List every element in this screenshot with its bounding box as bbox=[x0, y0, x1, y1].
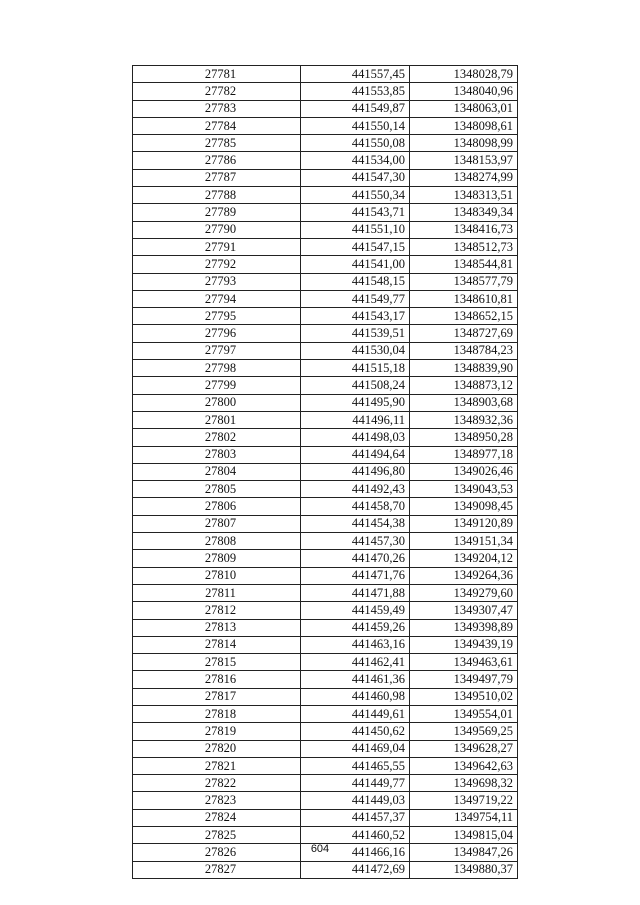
table-row bbox=[133, 290, 518, 307]
x-coordinate-cell: 441543,71 bbox=[301, 204, 410, 221]
x-coordinate-cell: 441462,41 bbox=[301, 654, 410, 671]
point-number-cell: 27818 bbox=[133, 705, 301, 722]
y-coordinate-cell: 1348610,81 bbox=[410, 290, 518, 307]
table-body bbox=[133, 66, 518, 879]
y-coordinate-cell: 1349463,61 bbox=[410, 654, 518, 671]
point-number-cell: 27781 bbox=[133, 66, 301, 83]
y-coordinate-cell: 1349719,22 bbox=[410, 792, 518, 809]
table-row bbox=[133, 498, 518, 515]
table-row bbox=[133, 636, 518, 653]
y-coordinate-cell: 1348784,23 bbox=[410, 342, 518, 359]
x-coordinate-cell: 441550,14 bbox=[301, 117, 410, 134]
y-coordinate-cell: 1349497,79 bbox=[410, 671, 518, 688]
point-number-cell: 27790 bbox=[133, 221, 301, 238]
x-coordinate-cell: 441461,36 bbox=[301, 671, 410, 688]
table-row bbox=[133, 308, 518, 325]
table-row bbox=[133, 83, 518, 100]
point-number-cell: 27804 bbox=[133, 463, 301, 480]
point-number-cell: 27823 bbox=[133, 792, 301, 809]
table-row bbox=[133, 533, 518, 550]
x-coordinate-cell: 441465,55 bbox=[301, 757, 410, 774]
point-number-cell: 27825 bbox=[133, 827, 301, 844]
y-coordinate-cell: 1348274,99 bbox=[410, 169, 518, 186]
y-coordinate-cell: 1348063,01 bbox=[410, 100, 518, 117]
table-row bbox=[133, 429, 518, 446]
x-coordinate-cell: 441541,00 bbox=[301, 256, 410, 273]
x-coordinate-cell: 441498,03 bbox=[301, 429, 410, 446]
x-coordinate-cell: 441557,45 bbox=[301, 66, 410, 83]
point-number-cell: 27797 bbox=[133, 342, 301, 359]
point-number-cell: 27805 bbox=[133, 481, 301, 498]
table-row bbox=[133, 619, 518, 636]
x-coordinate-cell: 441551,10 bbox=[301, 221, 410, 238]
point-number-cell: 27817 bbox=[133, 688, 301, 705]
point-number-cell: 27802 bbox=[133, 429, 301, 446]
y-coordinate-cell: 1349439,19 bbox=[410, 636, 518, 653]
point-number-cell: 27827 bbox=[133, 861, 301, 878]
point-number-cell: 27793 bbox=[133, 273, 301, 290]
y-coordinate-cell: 1348932,36 bbox=[410, 411, 518, 428]
coordinates-table bbox=[132, 65, 518, 879]
x-coordinate-cell: 441454,38 bbox=[301, 515, 410, 532]
y-coordinate-cell: 1348839,90 bbox=[410, 360, 518, 377]
table-row bbox=[133, 238, 518, 255]
point-number-cell: 27807 bbox=[133, 515, 301, 532]
x-coordinate-cell: 441508,24 bbox=[301, 377, 410, 394]
point-number-cell: 27808 bbox=[133, 533, 301, 550]
point-number-cell: 27783 bbox=[133, 100, 301, 117]
y-coordinate-cell: 1348153,97 bbox=[410, 152, 518, 169]
table-row bbox=[133, 325, 518, 342]
x-coordinate-cell: 441450,62 bbox=[301, 723, 410, 740]
x-coordinate-cell: 441458,70 bbox=[301, 498, 410, 515]
x-coordinate-cell: 441471,76 bbox=[301, 567, 410, 584]
table-row bbox=[133, 273, 518, 290]
x-coordinate-cell: 441460,52 bbox=[301, 827, 410, 844]
y-coordinate-cell: 1349264,36 bbox=[410, 567, 518, 584]
point-number-cell: 27819 bbox=[133, 723, 301, 740]
table-row bbox=[133, 602, 518, 619]
table-row bbox=[133, 809, 518, 826]
table-row bbox=[133, 66, 518, 83]
x-coordinate-cell: 441466,16 bbox=[301, 844, 410, 861]
point-number-cell: 27785 bbox=[133, 135, 301, 152]
x-coordinate-cell: 441460,98 bbox=[301, 688, 410, 705]
x-coordinate-cell: 441449,61 bbox=[301, 705, 410, 722]
point-number-cell: 27814 bbox=[133, 636, 301, 653]
point-number-cell: 27803 bbox=[133, 446, 301, 463]
y-coordinate-cell: 1349628,27 bbox=[410, 740, 518, 757]
point-number-cell: 27786 bbox=[133, 152, 301, 169]
y-coordinate-cell: 1349642,63 bbox=[410, 757, 518, 774]
y-coordinate-cell: 1348512,73 bbox=[410, 238, 518, 255]
y-coordinate-cell: 1348349,34 bbox=[410, 204, 518, 221]
table-row bbox=[133, 567, 518, 584]
point-number-cell: 27787 bbox=[133, 169, 301, 186]
point-number-cell: 27816 bbox=[133, 671, 301, 688]
y-coordinate-cell: 1349026,46 bbox=[410, 463, 518, 480]
point-number-cell: 27792 bbox=[133, 256, 301, 273]
table-row bbox=[133, 463, 518, 480]
table-row bbox=[133, 169, 518, 186]
point-number-cell: 27820 bbox=[133, 740, 301, 757]
x-coordinate-cell: 441534,00 bbox=[301, 152, 410, 169]
x-coordinate-cell: 441472,69 bbox=[301, 861, 410, 878]
x-coordinate-cell: 441515,18 bbox=[301, 360, 410, 377]
table-row bbox=[133, 757, 518, 774]
y-coordinate-cell: 1349569,25 bbox=[410, 723, 518, 740]
x-coordinate-cell: 441548,15 bbox=[301, 273, 410, 290]
point-number-cell: 27784 bbox=[133, 117, 301, 134]
x-coordinate-cell: 441463,16 bbox=[301, 636, 410, 653]
y-coordinate-cell: 1348727,69 bbox=[410, 325, 518, 342]
y-coordinate-cell: 1348028,79 bbox=[410, 66, 518, 83]
point-number-cell: 27821 bbox=[133, 757, 301, 774]
table-row bbox=[133, 377, 518, 394]
point-number-cell: 27799 bbox=[133, 377, 301, 394]
point-number-cell: 27796 bbox=[133, 325, 301, 342]
x-coordinate-cell: 441539,51 bbox=[301, 325, 410, 342]
x-coordinate-cell: 441459,49 bbox=[301, 602, 410, 619]
y-coordinate-cell: 1349151,34 bbox=[410, 533, 518, 550]
x-coordinate-cell: 441495,90 bbox=[301, 394, 410, 411]
table-row bbox=[133, 152, 518, 169]
point-number-cell: 27824 bbox=[133, 809, 301, 826]
y-coordinate-cell: 1349698,32 bbox=[410, 775, 518, 792]
y-coordinate-cell: 1348313,51 bbox=[410, 187, 518, 204]
y-coordinate-cell: 1349398,89 bbox=[410, 619, 518, 636]
table-row bbox=[133, 775, 518, 792]
y-coordinate-cell: 1348577,79 bbox=[410, 273, 518, 290]
x-coordinate-cell: 441530,04 bbox=[301, 342, 410, 359]
point-number-cell: 27813 bbox=[133, 619, 301, 636]
y-coordinate-cell: 1348544,81 bbox=[410, 256, 518, 273]
x-coordinate-cell: 441459,26 bbox=[301, 619, 410, 636]
y-coordinate-cell: 1349510,02 bbox=[410, 688, 518, 705]
point-number-cell: 27809 bbox=[133, 550, 301, 567]
y-coordinate-cell: 1349815,04 bbox=[410, 827, 518, 844]
x-coordinate-cell: 441457,37 bbox=[301, 809, 410, 826]
y-coordinate-cell: 1349307,47 bbox=[410, 602, 518, 619]
table-row bbox=[133, 117, 518, 134]
y-coordinate-cell: 1348652,15 bbox=[410, 308, 518, 325]
x-coordinate-cell: 441553,85 bbox=[301, 83, 410, 100]
table-row bbox=[133, 654, 518, 671]
x-coordinate-cell: 441457,30 bbox=[301, 533, 410, 550]
y-coordinate-cell: 1349754,11 bbox=[410, 809, 518, 826]
y-coordinate-cell: 1348098,99 bbox=[410, 135, 518, 152]
point-number-cell: 27794 bbox=[133, 290, 301, 307]
point-number-cell: 27812 bbox=[133, 602, 301, 619]
table-row bbox=[133, 204, 518, 221]
y-coordinate-cell: 1349554,01 bbox=[410, 705, 518, 722]
table-row bbox=[133, 861, 518, 878]
x-coordinate-cell: 441449,03 bbox=[301, 792, 410, 809]
y-coordinate-cell: 1348950,28 bbox=[410, 429, 518, 446]
x-coordinate-cell: 441496,80 bbox=[301, 463, 410, 480]
table-row bbox=[133, 827, 518, 844]
table-row bbox=[133, 135, 518, 152]
point-number-cell: 27788 bbox=[133, 187, 301, 204]
point-number-cell: 27811 bbox=[133, 584, 301, 601]
point-number-cell: 27789 bbox=[133, 204, 301, 221]
point-number-cell: 27782 bbox=[133, 83, 301, 100]
x-coordinate-cell: 441449,77 bbox=[301, 775, 410, 792]
x-coordinate-cell: 441547,15 bbox=[301, 238, 410, 255]
y-coordinate-cell: 1348977,18 bbox=[410, 446, 518, 463]
point-number-cell: 27822 bbox=[133, 775, 301, 792]
point-number-cell: 27806 bbox=[133, 498, 301, 515]
x-coordinate-cell: 441543,17 bbox=[301, 308, 410, 325]
table-row bbox=[133, 342, 518, 359]
y-coordinate-cell: 1349279,60 bbox=[410, 584, 518, 601]
y-coordinate-cell: 1348416,73 bbox=[410, 221, 518, 238]
table-row bbox=[133, 187, 518, 204]
point-number-cell: 27795 bbox=[133, 308, 301, 325]
y-coordinate-cell: 1348903,68 bbox=[410, 394, 518, 411]
page-number: 604 bbox=[310, 843, 330, 855]
x-coordinate-cell: 441470,26 bbox=[301, 550, 410, 567]
table-row bbox=[133, 411, 518, 428]
x-coordinate-cell: 441471,88 bbox=[301, 584, 410, 601]
y-coordinate-cell: 1348098,61 bbox=[410, 117, 518, 134]
table-row bbox=[133, 360, 518, 377]
table-row bbox=[133, 671, 518, 688]
y-coordinate-cell: 1349880,37 bbox=[410, 861, 518, 878]
x-coordinate-cell: 441494,64 bbox=[301, 446, 410, 463]
y-coordinate-cell: 1348040,96 bbox=[410, 83, 518, 100]
y-coordinate-cell: 1349098,45 bbox=[410, 498, 518, 515]
point-number-cell: 27801 bbox=[133, 411, 301, 428]
table-row bbox=[133, 221, 518, 238]
x-coordinate-cell: 441547,30 bbox=[301, 169, 410, 186]
table-row bbox=[133, 792, 518, 809]
x-coordinate-cell: 441550,08 bbox=[301, 135, 410, 152]
x-coordinate-cell: 441492,43 bbox=[301, 481, 410, 498]
table-row bbox=[133, 515, 518, 532]
point-number-cell: 27810 bbox=[133, 567, 301, 584]
x-coordinate-cell: 441550,34 bbox=[301, 187, 410, 204]
point-number-cell: 27826 bbox=[133, 844, 301, 861]
table-row bbox=[133, 100, 518, 117]
table-row bbox=[133, 688, 518, 705]
point-number-cell: 27800 bbox=[133, 394, 301, 411]
point-number-cell: 27815 bbox=[133, 654, 301, 671]
x-coordinate-cell: 441469,04 bbox=[301, 740, 410, 757]
x-coordinate-cell: 441496,11 bbox=[301, 411, 410, 428]
table-row bbox=[133, 584, 518, 601]
table-row bbox=[133, 446, 518, 463]
table-row bbox=[133, 740, 518, 757]
table-row bbox=[133, 481, 518, 498]
table-row bbox=[133, 723, 518, 740]
y-coordinate-cell: 1349120,89 bbox=[410, 515, 518, 532]
point-number-cell: 27798 bbox=[133, 360, 301, 377]
point-number-cell: 27791 bbox=[133, 238, 301, 255]
table-row bbox=[133, 550, 518, 567]
y-coordinate-cell: 1349204,12 bbox=[410, 550, 518, 567]
y-coordinate-cell: 1348873,12 bbox=[410, 377, 518, 394]
x-coordinate-cell: 441549,77 bbox=[301, 290, 410, 307]
table-row bbox=[133, 256, 518, 273]
table-row bbox=[133, 394, 518, 411]
table-row bbox=[133, 705, 518, 722]
y-coordinate-cell: 1349043,53 bbox=[410, 481, 518, 498]
x-coordinate-cell: 441549,87 bbox=[301, 100, 410, 117]
y-coordinate-cell: 1349847,26 bbox=[410, 844, 518, 861]
